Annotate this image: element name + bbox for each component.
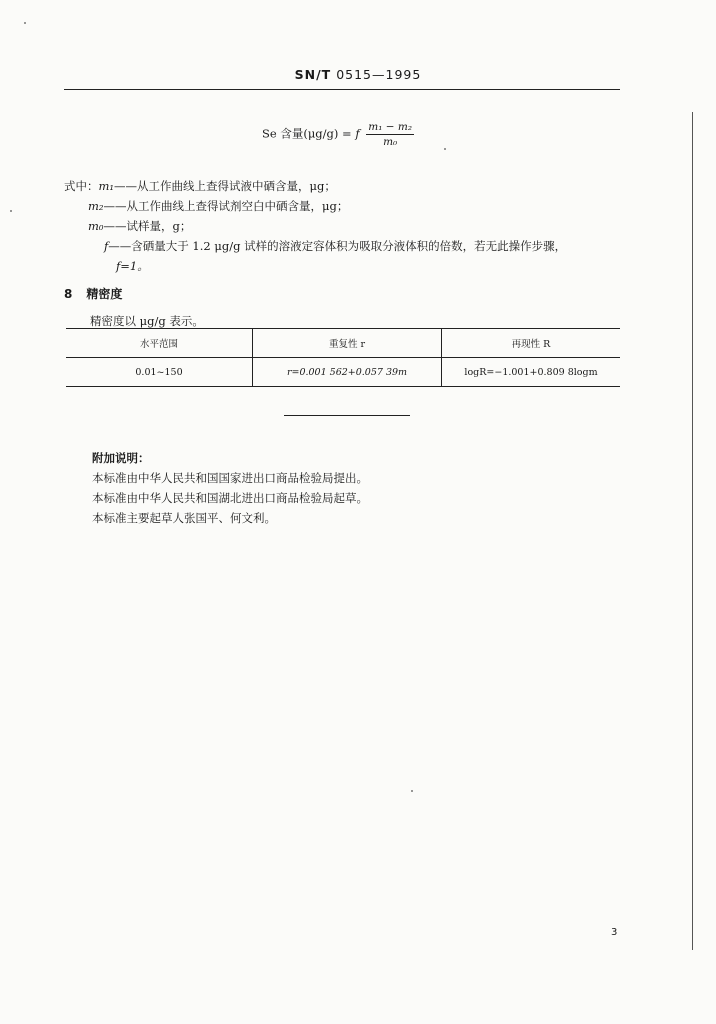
definition-intro: 式中： xyxy=(64,179,99,193)
appendix-line-2: 本标准由中华人民共和国湖北进出口商品检验局起草。 xyxy=(92,491,368,505)
section-title: 精密度 xyxy=(86,287,123,301)
appendix-line-3: 本标准主要起草人张国平、何文利。 xyxy=(92,511,276,525)
formula-lhs: Se 含量(μg/g) = xyxy=(262,126,352,141)
cell-repeatability: r=0.001 562+0.057 39m xyxy=(253,358,442,387)
definition-text: ——从工作曲线上查得试液中硒含量，μg； xyxy=(114,179,336,193)
page-header xyxy=(0,67,716,82)
definition-symbol: m₁ xyxy=(98,179,115,193)
table-row xyxy=(66,358,620,387)
formula-factor: f xyxy=(355,126,360,141)
definition-text: ——从工作曲线上查得试剂空白中硒含量，μg； xyxy=(103,199,349,213)
section-number: 8 xyxy=(64,287,73,301)
se-content-formula xyxy=(262,120,414,149)
precision-intro: 精密度以 μg/g 表示。 xyxy=(90,314,204,328)
definition-m0 xyxy=(88,218,191,234)
definition-m1 xyxy=(64,178,336,194)
end-rule xyxy=(284,415,410,416)
section-8-heading xyxy=(64,285,122,302)
scan-speck xyxy=(411,790,413,792)
column-header-reproducibility: 再现性 R xyxy=(442,329,621,358)
definition-symbol: f xyxy=(104,239,109,253)
header-rule xyxy=(64,89,620,90)
appendix-line-1: 本标准由中华人民共和国国家进出口商品检验局提出。 xyxy=(92,471,368,485)
column-header-level-range: 水平范围 xyxy=(139,339,178,350)
definition-text: ——试样量，g； xyxy=(103,219,192,233)
cell-reproducibility: logR=−1.001+0.809 8logm xyxy=(442,358,621,387)
precision-table xyxy=(66,328,620,387)
definition-symbol: m₂ xyxy=(88,199,104,213)
column-header-repeatability: 重复性 r xyxy=(253,329,442,358)
definition-f xyxy=(104,238,566,254)
definition-m2 xyxy=(88,198,348,214)
scan-speck xyxy=(444,148,446,150)
definition-symbol: m₀ xyxy=(88,219,104,233)
formula-fraction xyxy=(366,120,414,149)
cell-level-range: 0.01~150 xyxy=(135,366,183,378)
standard-number: 0515—1995 xyxy=(336,67,422,82)
definition-text: ——含硒量大于 1.2 μg/g 试样的溶液定容体积为吸取分液体积的倍数，若无此操作步骤， xyxy=(108,239,567,253)
scan-speck xyxy=(24,22,26,24)
definition-f-default: f=1。 xyxy=(116,259,149,273)
scan-edge-line xyxy=(692,112,693,950)
formula-numerator: m₁ − m₂ xyxy=(368,121,413,133)
scan-speck xyxy=(10,210,12,212)
page-number: 3 xyxy=(611,927,618,938)
formula-denominator: m₀ xyxy=(383,136,398,148)
table-header-row xyxy=(66,329,620,358)
appendix-title: 附加说明： xyxy=(92,451,150,465)
standard-code: SN/T xyxy=(294,67,332,82)
